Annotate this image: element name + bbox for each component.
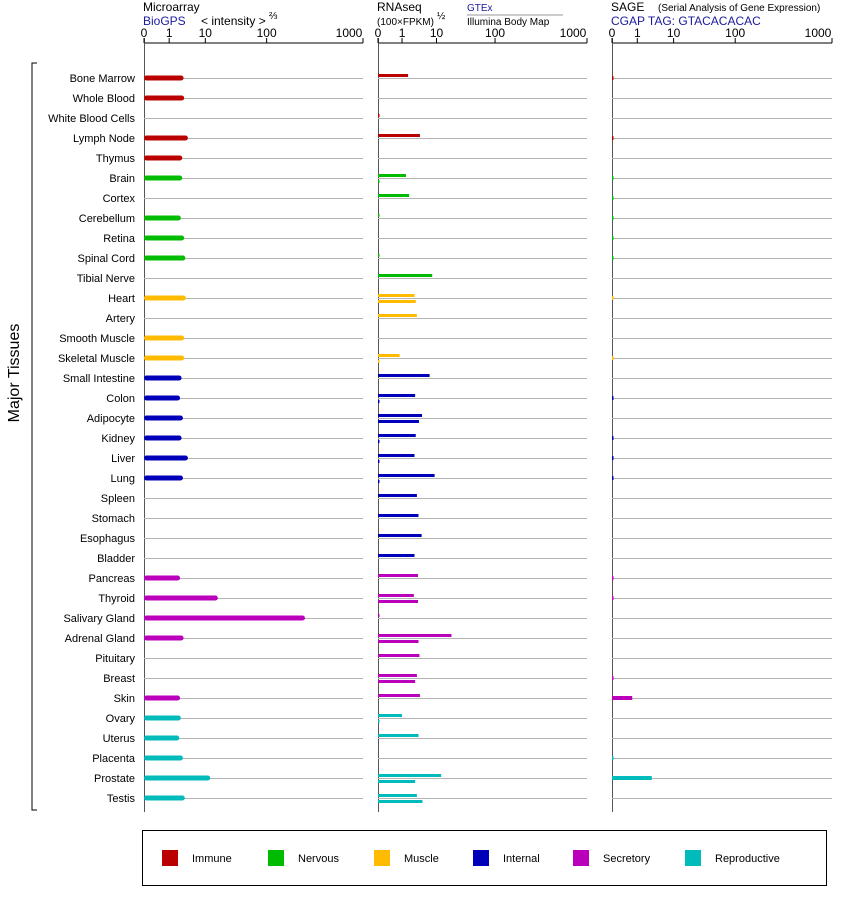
legend-item-muscle [374, 850, 439, 866]
rnaseq-header [377, 0, 563, 28]
microarray-title: Microarray [143, 0, 200, 14]
tissue-label: Spleen [100, 493, 135, 505]
tissue-label: Liver [111, 453, 135, 465]
rnaseq-gtex-bar [378, 174, 406, 177]
tissue-label: Heart [108, 293, 135, 305]
microarray-bar [144, 136, 188, 141]
sage-bar [612, 596, 614, 600]
rnaseq-gtex-bar [378, 134, 420, 137]
legend-label: Secretory [603, 853, 651, 865]
rnaseq-source-gtex: GTEx [467, 3, 493, 14]
tissue-label: Skin [113, 693, 135, 705]
rnaseq-gtex-bar [378, 374, 430, 377]
rnaseq-gtex-bar [378, 474, 435, 477]
rnaseq-illumina-bar [378, 180, 380, 183]
row-gridlines [144, 79, 832, 799]
rnaseq-illumina-bar [378, 720, 380, 723]
microarray-bar [144, 296, 186, 301]
tissue-label: Artery [105, 313, 135, 325]
sage-bar [612, 696, 632, 700]
legend-label: Muscle [404, 853, 439, 865]
tissue-label: Cortex [102, 193, 135, 205]
microarray-bar [144, 636, 184, 641]
legend-item-internal [473, 850, 540, 866]
tissue-label: Smooth Muscle [59, 333, 135, 345]
rnaseq-source-illumina: Illumina Body Map [467, 17, 550, 28]
rnaseq-illumina-bar [378, 460, 380, 463]
microarray-bar [144, 456, 188, 461]
sage-bar [612, 356, 614, 360]
microarray-bar [144, 336, 184, 341]
rnaseq-gtex-bar [378, 454, 415, 457]
rnaseq-gtex-bar [378, 494, 417, 497]
tissue-label: Ovary [105, 713, 135, 725]
rnaseq-gtex-bar [378, 74, 408, 77]
rnaseq-gtex-bar [378, 734, 418, 737]
rnaseq-gtex-bar [378, 434, 416, 437]
rnaseq-illumina-bar [378, 360, 380, 363]
rnaseq-gtex-bar [378, 694, 420, 697]
microarray-bar [144, 616, 305, 621]
legend-swatch [162, 850, 178, 866]
microarray-bar [144, 376, 182, 381]
rnaseq-gtex-bar [378, 314, 417, 317]
sage-bar [612, 76, 614, 80]
rnaseq-gtex-bar [378, 194, 409, 197]
legend-label: Internal [503, 853, 540, 865]
microarray-bar [144, 796, 185, 801]
tissue-label: Salivary Gland [63, 613, 135, 625]
sage-bar [612, 196, 614, 200]
microarray-bar [144, 776, 210, 781]
microarray-bar [144, 756, 183, 761]
sage-title: SAGE [611, 0, 645, 14]
microarray-bar [144, 76, 184, 81]
tissue-label: Colon [106, 393, 135, 405]
tissue-label: Pituitary [95, 653, 135, 665]
legend-label: Reproductive [715, 853, 780, 865]
rnaseq-title: RNAseq [377, 0, 422, 14]
rnaseq-gtex-bar [378, 554, 415, 557]
tissue-label: Kidney [101, 433, 135, 445]
rnaseq-illumina-bar [378, 640, 418, 643]
rnaseq-gtex-bar [378, 794, 417, 797]
tissue-label: Thyroid [98, 593, 135, 605]
legend-item-immune [162, 850, 232, 866]
rnaseq-gtex-bar [378, 614, 380, 617]
microarray-bar [144, 576, 180, 581]
microarray-bar [144, 696, 180, 701]
tissue-label: Esophagus [79, 533, 135, 545]
tissue-label: Testis [106, 793, 135, 805]
legend-item-reproductive [685, 850, 780, 866]
sage-bar [612, 776, 652, 780]
sage-bar [612, 296, 614, 300]
microarray-bar [144, 156, 182, 161]
tissue-label: Uterus [102, 733, 135, 745]
sage-header [611, 0, 820, 28]
rnaseq-gtex-bar [378, 114, 380, 117]
microarray-bar [144, 476, 183, 481]
sage-tick-label: 100 [725, 26, 746, 40]
rnaseq-tick-label: 0 [374, 26, 382, 40]
tissue-label: Spinal Cord [77, 253, 135, 265]
tissue-label: Bone Marrow [69, 73, 135, 85]
tissue-label: Pancreas [88, 573, 135, 585]
sage-bar [612, 676, 614, 680]
microarray-bar [144, 216, 181, 221]
rnaseq-unit-exponent: ½ [437, 11, 446, 22]
major-tissues-label: Major Tissues [6, 323, 23, 423]
sage-tick-label: 0 [608, 26, 616, 40]
major-tissues-bracket [6, 63, 37, 810]
rnaseq-illumina-bar [378, 480, 380, 483]
rnaseq-illumina-bar [378, 780, 415, 783]
sage-bar [612, 436, 614, 440]
rnaseq-tick-label: 100 [485, 26, 506, 40]
rnaseq-illumina-bar [378, 600, 418, 603]
legend-label: Nervous [298, 853, 339, 865]
sage-tick-label: 10 [666, 26, 681, 40]
sage-bar [612, 456, 614, 460]
sage-bar [612, 216, 614, 220]
tissue-label: Bladder [97, 553, 135, 565]
tissue-label: Prostate [94, 773, 135, 785]
microarray-bar [144, 416, 183, 421]
tissue-label: Adrenal Gland [64, 633, 135, 645]
rnaseq-gtex-bar [378, 394, 415, 397]
rnaseq-gtex-bar [378, 354, 400, 357]
tissue-label: Tibial Nerve [76, 273, 135, 285]
rnaseq-gtex-bar [378, 714, 402, 717]
sage-tag: CGAP TAG: GTACACACAC [611, 14, 761, 28]
microarray-bar [144, 176, 182, 181]
microarray-bar [144, 396, 180, 401]
sage-bar [612, 256, 614, 260]
rnaseq-gtex-bar [378, 514, 418, 517]
legend-swatch [473, 850, 489, 866]
rnaseq-gtex-bar [378, 574, 418, 577]
rnaseq-gtex-bar [378, 254, 380, 257]
tissue-label: Brain [109, 173, 135, 185]
rnaseq-illumina-bar [378, 420, 419, 423]
sage-tick-label: 1000 [804, 26, 832, 40]
rnaseq-illumina-bar [378, 400, 380, 403]
legend-swatch [685, 850, 701, 866]
rnaseq-gtex-bar [378, 214, 380, 217]
rnaseq-gtex-bar [378, 534, 422, 537]
legend-swatch [268, 850, 284, 866]
rnaseq-gtex-bar [378, 414, 422, 417]
rnaseq-gtex-bar [378, 634, 451, 637]
rnaseq-tick-label: 1000 [559, 26, 587, 40]
sage-bar [612, 756, 614, 760]
microarray-tick-label: 0 [140, 26, 148, 40]
microarray-bar [144, 256, 185, 261]
legend-item-nervous [268, 850, 339, 866]
tissue-label: Cerebellum [78, 213, 135, 225]
sage-bar [612, 136, 614, 140]
rnaseq-unit: (100×FPKM) [377, 17, 434, 28]
rnaseq-illumina-bar [378, 680, 415, 683]
legend-label: Immune [192, 853, 232, 865]
microarray-bar [144, 436, 182, 441]
sage-bar [612, 396, 614, 400]
sage-bar [612, 236, 614, 240]
rnaseq-gtex-bar [378, 274, 432, 277]
microarray-bar [144, 96, 184, 101]
rnaseq-gtex-bar [378, 594, 414, 597]
sage-bar [612, 476, 614, 480]
tissue-label: Adipocyte [86, 413, 135, 425]
rnaseq-gtex-bar [378, 294, 415, 297]
sage-bar [612, 576, 614, 580]
microarray-tick-label: 1 [165, 26, 173, 40]
microarray-bar [144, 236, 184, 241]
tissue-label: Placenta [92, 753, 135, 765]
microarray-unit-exponent: ⅔ [269, 11, 278, 22]
tissue-label: White Blood Cells [48, 113, 135, 125]
microarray-tick-label: 1000 [335, 26, 363, 40]
sage-bar [612, 176, 614, 180]
rnaseq-illumina-bar [378, 800, 422, 803]
rnaseq-tick-label: 1 [398, 26, 406, 40]
tissue-label: Skeletal Muscle [57, 353, 135, 365]
legend [143, 831, 827, 886]
rnaseq-gtex-bar [378, 774, 441, 777]
tissue-label: Lymph Node [73, 133, 135, 145]
microarray-unit: < intensity > [201, 14, 266, 28]
microarray-tick-label: 10 [198, 26, 212, 40]
tissue-label: Whole Blood [72, 93, 135, 105]
microarray-bar [144, 716, 181, 721]
sage-tick-label: 1 [633, 26, 641, 40]
legend-swatch [573, 850, 589, 866]
tissue-label: Retina [103, 233, 135, 245]
microarray-header [143, 0, 278, 28]
tissue-label: Thymus [95, 153, 135, 165]
sage-subtitle: (Serial Analysis of Gene Expression) [658, 3, 821, 14]
tissue-labels [48, 73, 136, 805]
rnaseq-illumina-bar [378, 440, 380, 443]
rnaseq-gtex-bar [378, 654, 419, 657]
microarray-bar [144, 596, 218, 601]
microarray-tick-label: 100 [256, 26, 277, 40]
rnaseq-tick-label: 10 [429, 26, 444, 40]
tissue-label: Small Intestine [62, 373, 135, 385]
legend-swatch [374, 850, 390, 866]
tissue-label: Breast [103, 673, 135, 685]
rnaseq-gtex-bar [378, 674, 417, 677]
tissue-label: Lung [110, 473, 135, 485]
rnaseq-illumina-bar [378, 300, 416, 303]
microarray-source: BioGPS [143, 14, 186, 28]
tissue-label: Stomach [91, 513, 135, 525]
microarray-bar [144, 356, 184, 361]
microarray-bar [144, 736, 179, 741]
legend-item-secretory [573, 850, 651, 866]
